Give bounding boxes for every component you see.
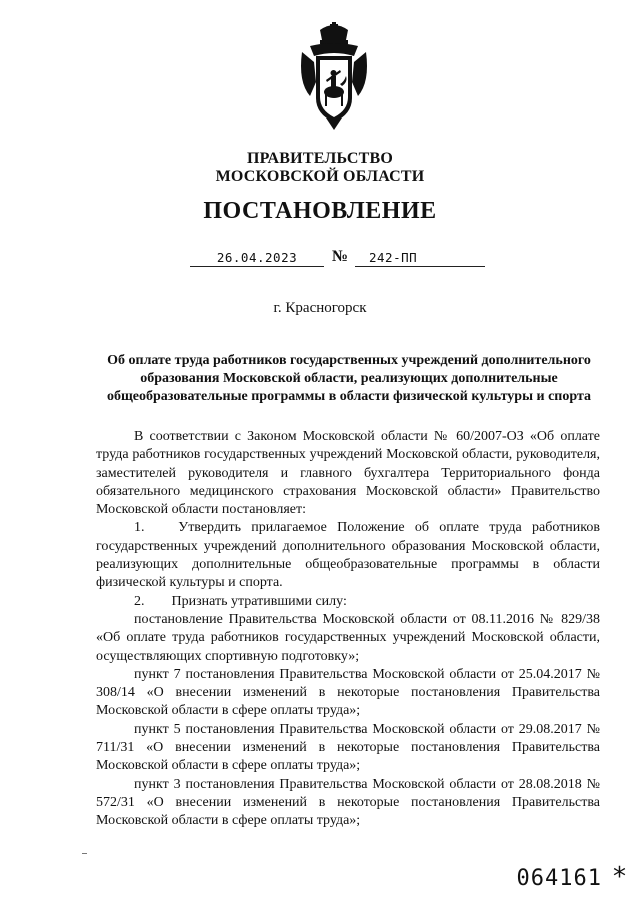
item-2 bbox=[96, 593, 600, 611]
item-1 bbox=[96, 519, 600, 592]
repealed-item-4: пункт 3 постановления Правительства Московской области от 28.08.2018 № 572/31 «О внесении изменений в некоторые постановления Правительства Московской области в сфере оплаты труда»; bbox=[96, 776, 600, 829]
city: г. Красногорск bbox=[273, 300, 367, 316]
item-1-text: Утвердить прилагаемое Положение об оплате труда работников государственных учреждений дополнительного образования Московской области, реализующих дополнительные общеобразовательные программы в области физической культуры и спорта. bbox=[96, 520, 600, 591]
asterisk-icon: * bbox=[613, 862, 626, 892]
registration-line bbox=[0, 250, 640, 274]
document-title: Об оплате труда работников государственных учреждений дополнительного образования Московской области, реализующих дополнительные общеобразовательные программы в области физической культуры и спорта bbox=[106, 353, 592, 404]
number-sign: № bbox=[332, 248, 349, 265]
coat-of-arms-icon bbox=[296, 22, 372, 134]
item-2-number: 2. bbox=[134, 593, 145, 609]
serial-number: 064161 bbox=[516, 866, 602, 891]
item-2-text: Признать утратившими силу: bbox=[171, 593, 347, 609]
document-body bbox=[96, 428, 600, 831]
document-number: 242-ПП bbox=[355, 250, 485, 267]
document-type: ПОСТАНОВЛЕНИЕ bbox=[203, 198, 437, 224]
repealed-item-2: пункт 7 постановления Правительства Московской области от 25.04.2017 № 308/14 «О внесении изменений в некоторые постановления Правительства Московской области в сфере оплаты труда»; bbox=[96, 666, 600, 719]
document-date: 26.04.2023 bbox=[190, 250, 324, 267]
repealed-item-1: постановление Правительства Московской области от 08.11.2016 № 829/38 «Об оплате труда работников государственных учреждений Московской области, осуществляющих спортивную подготовку»; bbox=[96, 611, 600, 664]
preamble-paragraph: В соответствии с Законом Московской области № 60/2007-ОЗ «Об оплате труда работников государственных учреждений Московской области, руководителя, заместителей руководителя и главного бухгалтера Территориального фонда обязательного медицинского страхования Московской области» Правительство Московской области постановляет: bbox=[96, 429, 600, 518]
government-name-line1: ПРАВИТЕЛЬСТВО bbox=[246, 150, 394, 167]
item-1-number: 1. bbox=[134, 520, 145, 536]
repealed-item-3: пункт 5 постановления Правительства Московской области от 29.08.2017 № 711/31 «О внесении изменений в некоторые постановления Правительства Московской области в сфере оплаты труда»; bbox=[96, 721, 600, 774]
government-name-line2: МОСКОВСКОЙ ОБЛАСТИ bbox=[215, 168, 425, 185]
footer-mark bbox=[82, 853, 87, 854]
